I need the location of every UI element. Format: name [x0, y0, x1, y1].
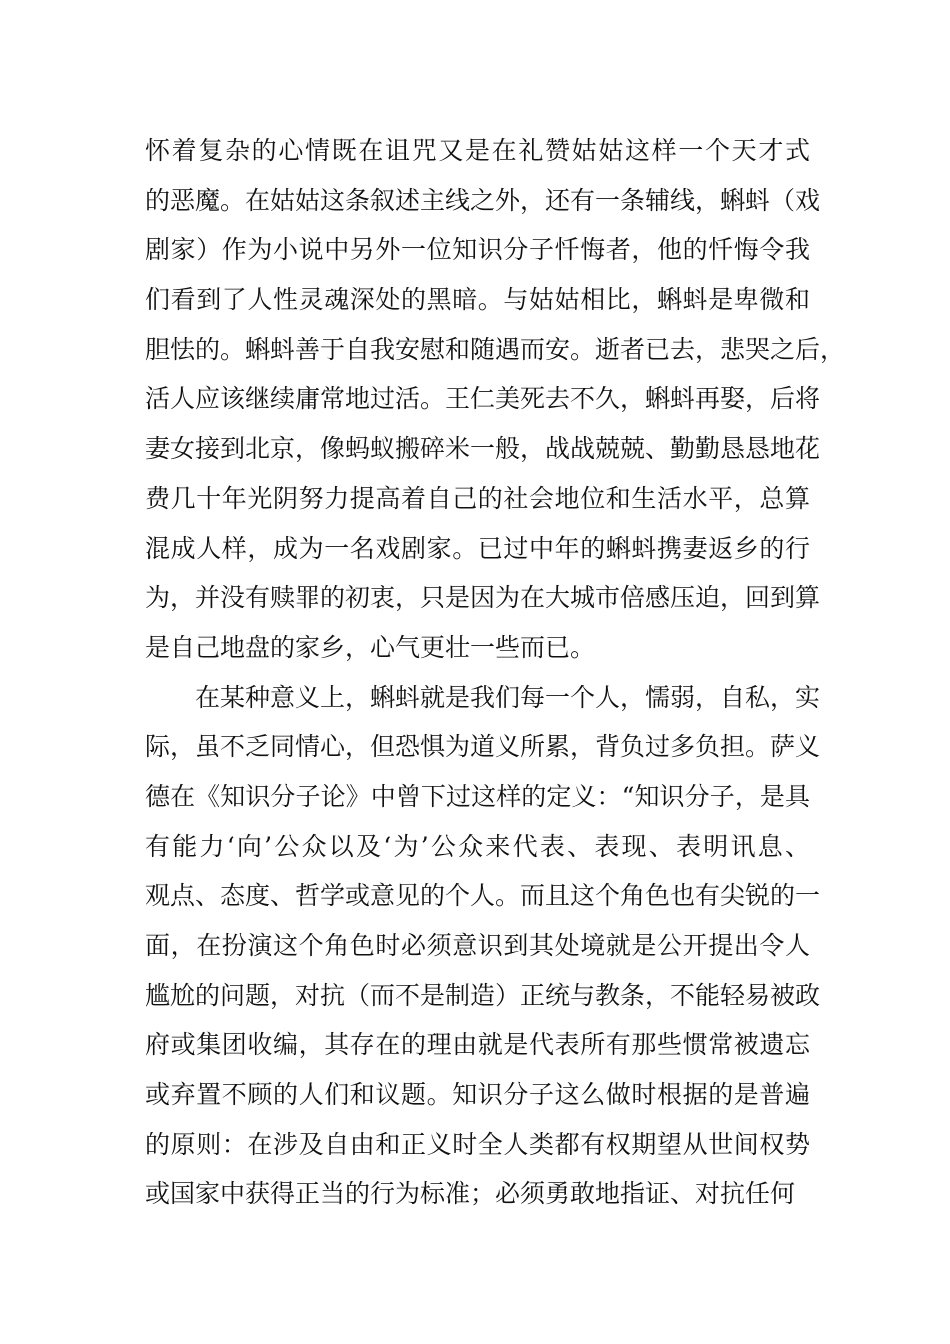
text-line: 的原则：在涉及自由和正义时全人类都有权期望从世间权势: [145, 1129, 810, 1159]
text-line: 的恶魔。在姑姑这条叙述主线之外，还有一条辅线，蝌蚪（戏: [145, 185, 821, 215]
text-line: 是自己地盘的家乡，心气更壮一些而已。: [145, 632, 596, 662]
text-line: 胆怯的。蝌蚪善于自我安慰和随遇而安。逝者已去，悲哭之后，: [145, 334, 846, 364]
text-line: 在某种意义上，蝌蚪就是我们每一个人，懦弱，自私，实: [195, 682, 821, 712]
text-line: 剧家）作为小说中另外一位知识分子忏悔者，他的忏悔令我: [145, 235, 810, 265]
text-line: 活人应该继续庸常地过活。王仁美死去不久，蝌蚪再娶，后将: [145, 384, 821, 414]
text-line: 怀着复杂的心情既在诅咒又是在礼赞姑姑这样一个天才式: [145, 136, 810, 165]
text-line: 妻女接到北京，像蚂蚁搬碎米一般，战战兢兢、勤勤恳恳地花: [145, 434, 821, 464]
paragraph-2: [145, 673, 821, 1220]
text-line: 德在《知识分子论》中曾下过这样的定义：“知识分子，是具: [145, 781, 810, 811]
text-line: 面，在扮演这个角色时必须意识到其处境就是公开提出令人: [145, 931, 810, 960]
text-line: 或弃置不顾的人们和议题。知识分子这么做时根据的是普遍: [145, 1080, 810, 1110]
text-line: 尴尬的问题，对抗（而不是制造）正统与教条，不能轻易被政: [145, 980, 821, 1010]
text-line: 府或集团收编，其存在的理由就是代表所有那些惯常被遗忘: [145, 1030, 810, 1060]
paragraph-1: [145, 126, 846, 673]
text-line: 们看到了人性灵魂深处的黑暗。与姑姑相比，蝌蚪是卑微和: [145, 285, 810, 315]
text-line: 际，虽不乏同情心，但恐惧为道义所累，背负过多负担。萨义: [145, 732, 821, 762]
text-line: 混成人样，成为一名戏剧家。已过中年的蝌蚪携妻返乡的行: [145, 533, 810, 563]
text-line: 有能力‘向’公众以及‘为’公众来代表、表现、表明讯息、: [145, 831, 810, 861]
text-line: 或国家中获得正当的行为标准；必须勇敢地指证、对抗任何: [145, 1179, 796, 1209]
body-text: [145, 126, 846, 1219]
text-line: 为，并没有赎罪的初衷，只是因为在大城市倍感压迫，回到算: [145, 583, 821, 613]
text-line: 观点、态度、哲学或意见的个人。而且这个角色也有尖锐的一: [145, 881, 821, 911]
text-line: 费几十年光阴努力提高着自己的社会地位和生活水平，总算: [145, 483, 810, 513]
